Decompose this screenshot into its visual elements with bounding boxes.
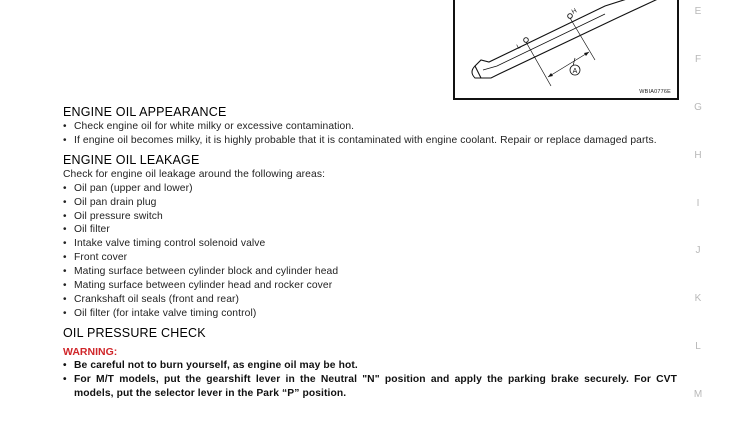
list-item: • Mating surface between cylinder block and cylinder head	[63, 265, 677, 279]
side-letter-k: K	[694, 293, 702, 304]
list-item: • Intake valve timing control solenoid valve	[63, 237, 677, 251]
callout-label: A	[572, 68, 578, 75]
list-item: • Mating surface between cylinder head and rocker cover	[63, 279, 677, 293]
dimension-line	[548, 52, 589, 77]
section-oil-appearance	[63, 104, 677, 148]
heading-oil-pressure-check: OIL PRESSURE CHECK	[63, 325, 206, 340]
list-item: • Check engine oil for white milky or excessive contamination.	[63, 120, 677, 134]
dipstick-inner-line	[483, 14, 605, 70]
dipstick-blade	[475, 0, 660, 78]
warning-list	[63, 359, 677, 401]
dimension-arrow-h	[584, 52, 589, 56]
section-oil-pressure-check	[63, 325, 677, 401]
list-item: • Oil filter (for intake valve timing control)	[63, 307, 677, 321]
side-letter-l: L	[695, 341, 701, 352]
warning-item: • For M/T models, put the gearshift lever in the Neutral "N" position and apply the parking brake securely. For CVT models, put the selector lever in the Park “P” position.	[63, 373, 677, 401]
list-item: • Oil pressure switch	[63, 210, 677, 224]
list-item: • Crankshaft oil seals (front and rear)	[63, 293, 677, 307]
label-l: L	[515, 42, 523, 51]
section-oil-leakage	[63, 152, 677, 321]
appearance-list	[63, 120, 677, 148]
warning-item: • Be careful not to burn yourself, as engine oil may be hot.	[63, 359, 677, 373]
side-letter-i: I	[696, 198, 700, 209]
dimension-arrow-l	[548, 73, 553, 77]
list-item: • Oil pan drain plug	[63, 196, 677, 210]
side-letter-m: M	[693, 389, 703, 400]
list-item: • Oil filter	[63, 223, 677, 237]
mark-l-dot	[524, 38, 529, 43]
warning-label: WARNING:	[63, 345, 118, 358]
figure-id: WBIA0776E	[639, 89, 671, 95]
label-h: H	[570, 7, 579, 16]
leakage-list	[63, 182, 677, 321]
dipstick-figure	[453, 0, 679, 100]
leakage-intro: Check for engine oil leakage around the following areas:	[63, 168, 326, 180]
list-item: • If engine oil becomes milky, it is highly probable that it is contaminated with engine coolant. Repair or replace damaged parts.	[63, 134, 677, 148]
side-letter-e: E	[694, 6, 702, 17]
side-letter-f: F	[694, 54, 702, 65]
side-letter-h: H	[694, 150, 702, 161]
mark-h-dot	[568, 14, 573, 19]
extension-line-l	[526, 42, 551, 86]
side-letter-j: J	[695, 245, 701, 256]
heading-oil-appearance: ENGINE OIL APPEARANCE	[63, 105, 227, 119]
dipstick-illustration	[455, 0, 677, 98]
list-item: • Front cover	[63, 251, 677, 265]
side-letter-g: G	[694, 102, 702, 113]
heading-oil-leakage: ENGINE OIL LEAKAGE	[63, 152, 200, 167]
list-item: • Oil pan (upper and lower)	[63, 182, 677, 196]
document-body	[63, 104, 677, 401]
